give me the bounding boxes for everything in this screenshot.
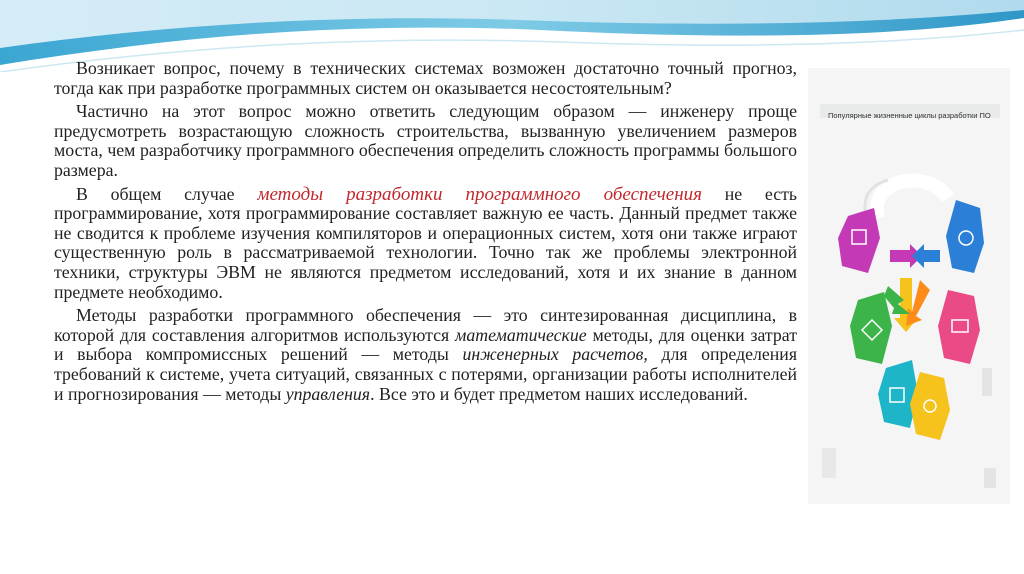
paragraph-4 <box>54 306 797 404</box>
paragraph-3 <box>54 185 797 303</box>
tile-yellow <box>910 372 950 440</box>
paragraph-4-part-c: методы, для оценки затрат и выбора компромиссных решений — методы <box>54 324 797 365</box>
tile-blue <box>946 200 984 273</box>
lifecycle-diagram-graphic <box>808 68 1010 504</box>
paragraph-4-italic-math: математические <box>455 324 587 345</box>
tile-pink <box>938 290 980 364</box>
emphasis-term: методы разработки программного обеспечения <box>257 183 702 205</box>
tile-green <box>850 292 892 364</box>
paragraph-1: Возникает вопрос, почему в технических системах возможен достаточно точный прогноз, тогда как при разработке программных систем он оказывается несостоятельным? <box>54 58 797 98</box>
paragraph-3-rest: не есть программирование, хотя программирование составляет важную ее часть. Данный предмет также не сводится к проблеме изучения компиляторов и операционных систем, хотя они также играют существенную роль в рассматриваемой технологии. Точно так же проблемы электронной техники, структуры ЭВМ не являются предметом исследований, хотя и их знание в данном предмете необходимо. <box>54 183 798 302</box>
lifecycle-illustration <box>808 68 1010 504</box>
tile-cyan <box>878 360 918 428</box>
paragraph-3-prefix: В общем случае <box>76 183 258 204</box>
illustration-title: Популярные жизненные циклы разработки ПО <box>828 111 991 120</box>
paragraph-4-part-g: . Все это и будет предметом наших исследований. <box>370 383 748 404</box>
paragraph-4-italic-eng: инженерных расчетов, <box>462 344 648 365</box>
paragraph-4-part-a: Методы разработки программного обеспечения — это синтезированная дисциплина, в которой для составления алгоритмов используются <box>54 305 797 345</box>
tile-magenta <box>838 208 880 273</box>
paragraph-4-part-e: для определения требований к системе, учета ситуаций, связанных с потерями, организации работы исполнителей и прогнозирования — методы <box>54 344 797 404</box>
paragraph-2: Частично на этот вопрос можно ответить следующим образом — инженеру проще предусмотреть возрастающую сложность строительства, вызванную увеличением размеров моста, чем разработчику программного обеспечения определить сложность программы большого размера. <box>54 101 797 180</box>
main-text <box>54 59 797 404</box>
paragraph-4-italic-mgmt: управления <box>285 383 371 404</box>
